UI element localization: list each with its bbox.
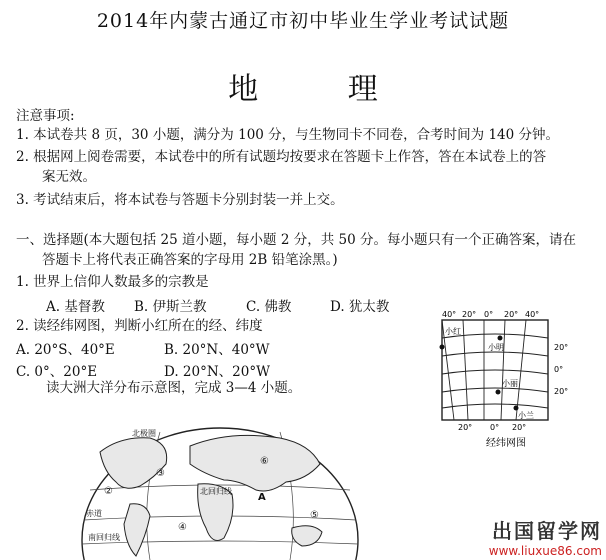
section-heading-cont: 答题卡上将代表正确答案的字母用 2B 铅笔涂黑。) (42, 252, 338, 268)
question-2-option-a: A. 20°S、40°E (16, 342, 115, 358)
question-1-stem: 1. 世界上信仰人数最多的宗教是 (16, 274, 209, 290)
grid-top-label-2: 20° (462, 310, 477, 319)
world-map-figure (80, 420, 360, 560)
grid-bottom-label-3: 20° (512, 423, 527, 432)
grid-right-label-2: 0° (554, 365, 564, 374)
grid-right-label-3: 20° (554, 387, 569, 396)
map-label-tropic-capricorn: 南回归线 (88, 533, 120, 542)
question-1-option-a: A. 基督教 (46, 299, 105, 315)
grid-top-label-3: 0° (484, 310, 494, 319)
map-label-3: ③ (156, 468, 165, 479)
xiaohong-point (440, 345, 445, 350)
xiaolan-point (514, 406, 519, 411)
question-2-option-c: C. 0°、20°E (16, 364, 98, 380)
xiaoming-point (498, 336, 503, 341)
question-1-option-c: C. 佛教 (246, 299, 292, 315)
map-label-a: A (258, 492, 266, 503)
question-2-option-b: B. 20°N、40°W (164, 342, 270, 358)
xiaoli-point (496, 390, 501, 395)
map-label-2: ② (104, 486, 113, 497)
label-xiaohong: 小红 (445, 327, 461, 336)
exam-title: 2014年内蒙古通辽市初中毕业生学业考试试题 (96, 10, 510, 32)
watermark-url: www.liuxue86.com (488, 544, 602, 558)
label-xiaolan: 小兰 (518, 411, 534, 420)
site-watermark (432, 515, 602, 558)
grid-top-label-5: 40° (525, 310, 540, 319)
label-xiaoming: 小明 (488, 343, 504, 352)
subject-title: 地 理 (228, 72, 418, 107)
question-2-stem: 2. 读经纬网图，判断小红所在的经、纬度 (16, 318, 263, 334)
note-item-2-cont: 案无效。 (42, 169, 96, 185)
map-label-equator: 赤道 (86, 509, 102, 518)
note-item-3: 3. 考试结束后，将本试卷与答题卡分别封装一并上交。 (16, 192, 344, 208)
grid-figure-caption: 经纬网图 (486, 438, 526, 449)
map-label-tropic-cancer: 北回归线 (200, 487, 232, 496)
question-1-option-b: B. 伊斯兰教 (134, 299, 207, 315)
grid-top-label-4: 20° (504, 310, 519, 319)
grid-right-label-1: 20° (554, 343, 569, 352)
grid-bottom-label-1: 20° (458, 423, 473, 432)
grid-top-label-1: 40° (442, 310, 457, 319)
watermark-title: 出国留学网 (492, 519, 602, 543)
note-item-1: 1. 本试卷共 8 页，30 小题，满分为 100 分，与生物同卡不同卷，合考时间为 140 分钟。 (16, 127, 560, 143)
section-heading: 一、选择题(本大题包括 25 道小题，每小题 2 分，共 50 分。每小题只有一个正确答案，请在 (16, 232, 576, 248)
latlong-grid-figure (428, 308, 588, 450)
question-3-intro: 读大洲大洋分布示意图，完成 3—4 小题。 (46, 380, 302, 396)
map-label-5: ⑤ (310, 510, 319, 521)
label-xiaoli: 小丽 (502, 379, 518, 388)
map-label-4: ④ (178, 522, 187, 533)
map-label-arctic-circle: 北极圈 (132, 429, 156, 438)
question-2-option-d: D. 20°N、20°W (164, 364, 270, 380)
map-label-6: ⑥ (260, 456, 269, 467)
notes-heading: 注意事项: (16, 108, 75, 124)
grid-bottom-label-2: 0° (490, 423, 500, 432)
question-1-option-d: D. 犹太教 (330, 299, 390, 315)
note-item-2: 2. 根据网上阅卷需要，本试卷中的所有试题均按要求在答题卡上作答，答在本试卷上的答 (16, 149, 547, 165)
